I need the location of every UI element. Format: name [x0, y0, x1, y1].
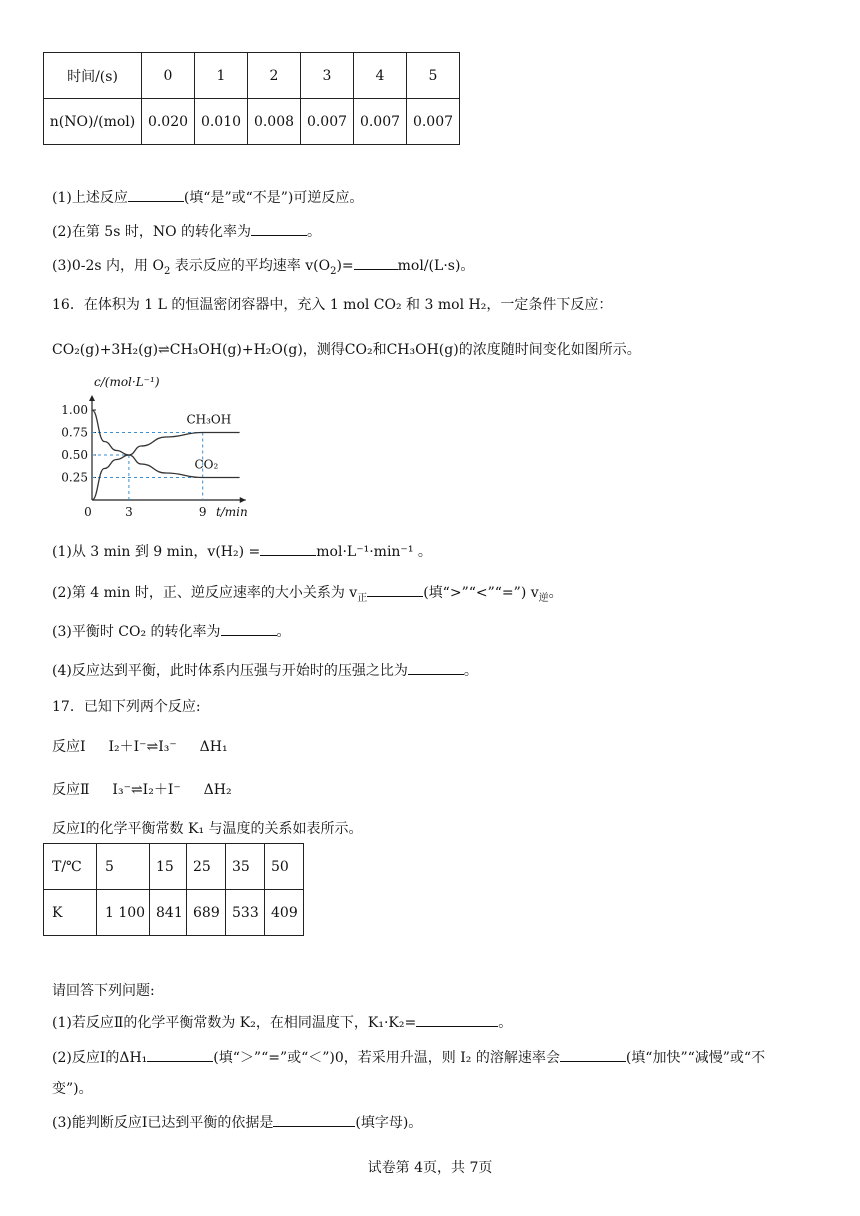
q17-reaction1: 反应Ⅰ I₂＋I⁻⇌I₃⁻ ΔH₁ — [52, 739, 228, 755]
answer-blank[interactable] — [408, 660, 464, 675]
x-tick-label: 9 — [198, 505, 207, 519]
y-tick-label: 0.25 — [61, 470, 88, 485]
table-row — [44, 844, 304, 890]
table-row — [44, 890, 304, 936]
table-cell: K — [44, 890, 97, 936]
table-cell: 0.010 — [195, 99, 248, 145]
answer-blank[interactable] — [354, 255, 398, 270]
x-axis-label: t/min — [215, 505, 248, 519]
q16-equation: CO₂(g)+3H₂(g)⇌CH₃OH(g)+H₂O(g)，测得CO₂和CH₃OH(g)的浓度随时间变化如图所示。 — [52, 342, 641, 358]
q17-part1: (1)若反应Ⅱ的化学平衡常数为 K₂，在相同温度下，K₁·K₂= 。 — [52, 1012, 512, 1032]
answer-blank[interactable] — [147, 1047, 213, 1062]
table-cell: 409 — [265, 890, 304, 936]
table-cell: 15 — [150, 844, 187, 890]
table-cell: 0.007 — [301, 99, 354, 145]
table-k-temperature — [43, 843, 304, 936]
table-cell: 5 — [407, 53, 460, 99]
answer-blank[interactable] — [367, 582, 423, 597]
table-cell: 5 — [97, 844, 150, 890]
table-cell: 1 100 — [97, 890, 150, 936]
x-tick-label: 3 — [125, 505, 133, 519]
table-cell: 35 — [226, 844, 265, 890]
q16-intro: 16．在体积为 1 L 的恒温密闭容器中，充入 1 mol CO₂ 和 3 mol H₂，一定条件下反应： — [52, 297, 613, 313]
q17-intro: 17．已知下列两个反应: — [52, 699, 201, 715]
answer-blank[interactable] — [560, 1047, 626, 1062]
series-label-co2: CO₂ — [194, 457, 219, 472]
table-cell: 2 — [248, 53, 301, 99]
x-axis-arrow — [240, 497, 246, 503]
x-tick-label: 0 — [84, 505, 92, 519]
q16-part4: (4)反应达到平衡，此时体系内压强与开始时的压强之比为 。 — [52, 660, 478, 680]
table-cell: 0.007 — [354, 99, 407, 145]
table-cell: 0.020 — [142, 99, 195, 145]
q17-table-intro: 反应Ⅰ的化学平衡常数 K₁ 与温度的关系如表所示。 — [52, 821, 363, 837]
table-cell: 533 — [226, 890, 265, 936]
q17-answer-intro: 请回答下列问题: — [52, 983, 155, 999]
table-row — [44, 53, 460, 99]
answer-blank[interactable] — [416, 1012, 498, 1027]
y-tick-label: 0.75 — [61, 425, 88, 440]
table-cell: 841 — [150, 890, 187, 936]
series-label-ch3oh: CH₃OH — [186, 412, 232, 427]
q16-part2: (2)第 4 min 时，正、逆反应速率的大小关系为 $v_正$ (填“>”“<”“=”) $v_逆$。 — [52, 582, 563, 604]
y-tick-label: 0.50 — [61, 448, 88, 462]
page-footer: 试卷第 4页，共 7页 — [367, 1160, 493, 1176]
table-cell: 1 — [195, 53, 248, 99]
q17-part2-cont: 变”)。 — [52, 1081, 93, 1097]
table-cell: 3 — [301, 53, 354, 99]
table-cell: 689 — [187, 890, 226, 936]
table-cell: 25 — [187, 844, 226, 890]
table-cell: 时间/(s) — [44, 53, 142, 99]
y-axis-label: c/(mol·L⁻¹) — [94, 375, 160, 389]
table-cell: 4 — [354, 53, 407, 99]
table-no-time — [43, 52, 460, 145]
y-tick-label: 1.00 — [61, 403, 88, 417]
q15-part2: (2)在第 5s 时，NO 的转化率为 。 — [52, 221, 321, 241]
q17-reaction2: 反应Ⅱ I₃⁻⇌I₂＋I⁻ ΔH₂ — [52, 782, 232, 798]
table-cell: T/℃ — [44, 844, 97, 890]
q17-part2: (2)反应Ⅰ的ΔH₁ (填“＞”“=”或“＜”)0，若采用升温，则 I₂ 的溶解速率会 (填“加快”“减慢”或“不 — [52, 1047, 765, 1067]
table-cell: 0 — [142, 53, 195, 99]
q16-part3: (3)平衡时 CO₂ 的转化率为 。 — [52, 621, 291, 641]
table-row — [44, 99, 460, 145]
table-cell: 0.008 — [248, 99, 301, 145]
q17-part3: (3)能判断反应Ⅰ已达到平衡的依据是 (填字母)。 — [52, 1112, 422, 1132]
answer-blank[interactable] — [260, 541, 316, 556]
answer-blank[interactable] — [251, 221, 307, 236]
q16-part1: (1)从 3 min 到 9 min，v(H₂) = mol·L⁻¹·min⁻¹ 。 — [52, 541, 432, 561]
concentration-chart — [50, 372, 270, 524]
q15-part1: (1)上述反应 (填“是”或“不是”)可逆反应。 — [52, 187, 363, 207]
table-cell: 50 — [265, 844, 304, 890]
q15-part3: (3)0-2s 内，用 $O_2$ 表示反应的平均速率 $v(O_2)= mol/(L\cdot s)$。 — [52, 255, 474, 277]
y-axis-arrow — [89, 395, 95, 401]
answer-blank[interactable] — [128, 187, 184, 202]
table-cell: n(NO)/(mol) — [44, 99, 142, 145]
answer-blank[interactable] — [221, 621, 277, 636]
table-cell: 0.007 — [407, 99, 460, 145]
answer-blank[interactable] — [273, 1112, 355, 1127]
